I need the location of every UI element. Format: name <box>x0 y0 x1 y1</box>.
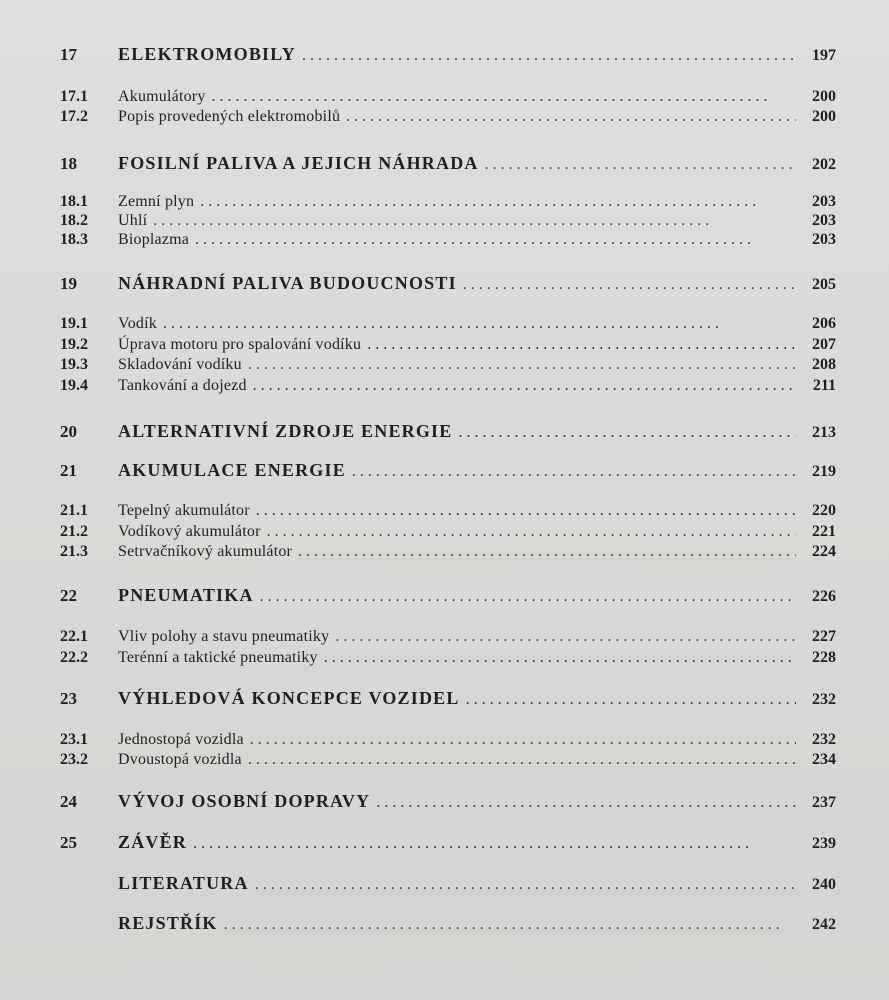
entry-title: Vodík <box>118 315 157 332</box>
toc-section-21-2 <box>60 523 836 541</box>
entry-title: Tankování a dojezd <box>118 377 247 394</box>
entry-number: 18.1 <box>60 193 88 210</box>
entry-page: 205 <box>812 276 836 293</box>
toc-chapter-23 <box>60 688 836 709</box>
entry-page: 226 <box>812 588 836 605</box>
dot-leader <box>212 88 796 106</box>
entry-page: 206 <box>812 315 836 332</box>
entry-number: 22.1 <box>60 628 88 645</box>
dot-leader <box>463 276 796 294</box>
entry-page: 242 <box>812 916 836 933</box>
entry-title: FOSILNÍ PALIVA A JEJICH NÁHRADA <box>118 153 479 173</box>
entry-title: ALTERNATIVNÍ ZDROJE ENERGIE <box>118 421 453 441</box>
toc-section-19-2 <box>60 336 836 354</box>
entry-page: 240 <box>812 876 836 893</box>
toc-section-19-1 <box>60 315 836 333</box>
dot-leader <box>248 356 796 374</box>
entry-page: 203 <box>812 212 836 229</box>
entry-title: VÝVOJ OSOBNÍ DOPRAVY <box>118 791 371 811</box>
dot-leader <box>248 751 796 769</box>
entry-number: 19.2 <box>60 336 88 353</box>
toc-section-17-2 <box>60 108 836 126</box>
entry-number: 23 <box>60 689 77 708</box>
dot-leader <box>298 543 796 561</box>
dot-leader <box>267 523 796 541</box>
dot-leader <box>324 649 796 667</box>
toc-section-23-1 <box>60 731 836 749</box>
entry-number: 18 <box>60 154 77 173</box>
dot-leader <box>466 691 796 709</box>
dot-leader <box>193 835 796 853</box>
entry-number: 23.1 <box>60 731 88 748</box>
toc-chapter-18 <box>60 153 836 174</box>
entry-page: 202 <box>812 156 836 173</box>
entry-number: 17.2 <box>60 108 88 125</box>
toc-chapter-20 <box>60 421 836 442</box>
entry-title: PNEUMATIKA <box>118 585 254 605</box>
entry-title: Jednostopá vozidla <box>118 731 244 748</box>
dot-leader <box>153 212 796 230</box>
toc-section-22-2 <box>60 649 836 667</box>
entry-title: Popis provedených elektromobilů <box>118 108 341 125</box>
dot-leader <box>200 193 796 211</box>
entry-page: 203 <box>812 193 836 210</box>
dot-leader <box>376 794 796 812</box>
toc-section-19-4 <box>60 377 836 395</box>
entry-page: 207 <box>812 336 836 353</box>
entry-page: 228 <box>812 649 836 666</box>
toc-section-19-3 <box>60 356 836 374</box>
entry-number: 21.3 <box>60 543 88 560</box>
entry-title: Akumulátory <box>118 88 206 105</box>
entry-title: LITERATURA <box>118 873 249 893</box>
entry-number: 20 <box>60 422 77 441</box>
entry-title: Terénní a taktické pneumatiky <box>118 649 318 666</box>
entry-number: 23.2 <box>60 751 88 768</box>
entry-page: 234 <box>812 751 836 768</box>
entry-number: 19.4 <box>60 377 88 394</box>
dot-leader <box>163 315 796 333</box>
entry-title: Tepelný akumulátor <box>118 502 250 519</box>
dot-leader <box>346 108 796 126</box>
entry-title: Bioplazma <box>118 231 190 248</box>
dot-leader <box>250 731 796 749</box>
entry-page: 220 <box>812 502 836 519</box>
dot-leader <box>260 588 796 606</box>
toc-section-18-2 <box>60 212 836 230</box>
toc-section-22-1 <box>60 628 836 646</box>
entry-page: 200 <box>812 108 836 125</box>
dot-leader <box>367 336 796 354</box>
entry-title: Setrvačníkový akumulátor <box>118 543 293 560</box>
entry-number: 21.1 <box>60 502 88 519</box>
entry-title: Uhlí <box>118 212 148 229</box>
entry-page: 232 <box>812 691 836 708</box>
entry-number: 22 <box>60 586 77 605</box>
entry-number: 22.2 <box>60 649 88 666</box>
entry-page: 203 <box>812 231 836 248</box>
entry-title: AKUMULACE ENERGIE <box>118 460 346 480</box>
dot-leader <box>352 463 796 481</box>
toc-section-18-3 <box>60 231 836 249</box>
entry-page: 232 <box>812 731 836 748</box>
toc-literatura <box>60 873 836 894</box>
entry-page: 197 <box>812 47 836 64</box>
dot-leader <box>458 424 796 442</box>
entry-title: Vodíkový akumulátor <box>118 523 261 540</box>
entry-number: 18.2 <box>60 212 88 229</box>
entry-title: REJSTŘÍK <box>118 913 218 933</box>
entry-number: 25 <box>60 833 77 852</box>
entry-number: 19.1 <box>60 315 88 332</box>
entry-number: 24 <box>60 792 77 811</box>
entry-title: Zemní plyn <box>118 193 195 210</box>
toc-chapter-17 <box>60 44 836 65</box>
toc-chapter-25 <box>60 832 836 853</box>
entry-page: 219 <box>812 463 836 480</box>
entry-title: ZÁVĚR <box>118 832 188 852</box>
toc-section-21-3 <box>60 543 836 561</box>
entry-number: 19.3 <box>60 356 88 373</box>
entry-page: 239 <box>812 835 836 852</box>
entry-number: 17.1 <box>60 88 88 105</box>
entry-title: NÁHRADNÍ PALIVA BUDOUCNOSTI <box>118 273 457 293</box>
entry-title: Skladování vodíku <box>118 356 242 373</box>
entry-title: ELEKTROMOBILY <box>118 44 296 64</box>
entry-number: 19 <box>60 274 77 293</box>
entry-title: Úprava motoru pro spalování vodíku <box>118 336 362 353</box>
dot-leader <box>224 916 796 934</box>
toc-chapter-22 <box>60 585 836 606</box>
dot-leader <box>253 377 796 395</box>
dot-leader <box>195 231 796 249</box>
dot-leader <box>302 47 796 65</box>
entry-number: 21.2 <box>60 523 88 540</box>
entry-number: 21 <box>60 461 77 480</box>
entry-title: Dvoustopá vozidla <box>118 751 242 768</box>
entry-page: 227 <box>812 628 836 645</box>
entry-page: 211 <box>812 377 836 394</box>
entry-page: 208 <box>812 356 836 373</box>
toc-chapter-21 <box>60 460 836 481</box>
toc-section-21-1 <box>60 502 836 520</box>
toc-section-23-2 <box>60 751 836 769</box>
entry-page: 200 <box>812 88 836 105</box>
entry-number: 17 <box>60 45 77 64</box>
dot-leader <box>255 876 796 894</box>
toc-chapter-24 <box>60 791 836 812</box>
dot-leader <box>335 628 796 646</box>
dot-leader <box>256 502 796 520</box>
entry-page: 237 <box>812 794 836 811</box>
entry-page: 221 <box>812 523 836 540</box>
entry-number: 18.3 <box>60 231 88 248</box>
toc-rejstrik <box>60 913 836 934</box>
toc-chapter-19 <box>60 273 836 294</box>
dot-leader <box>485 156 796 174</box>
entry-title: Vliv polohy a stavu pneumatiky <box>118 628 330 645</box>
toc-section-17-1 <box>60 88 836 106</box>
entry-page: 213 <box>812 424 836 441</box>
entry-page: 224 <box>812 543 836 560</box>
entry-title: VÝHLEDOVÁ KONCEPCE VOZIDEL <box>118 688 460 708</box>
toc-section-18-1 <box>60 193 836 211</box>
